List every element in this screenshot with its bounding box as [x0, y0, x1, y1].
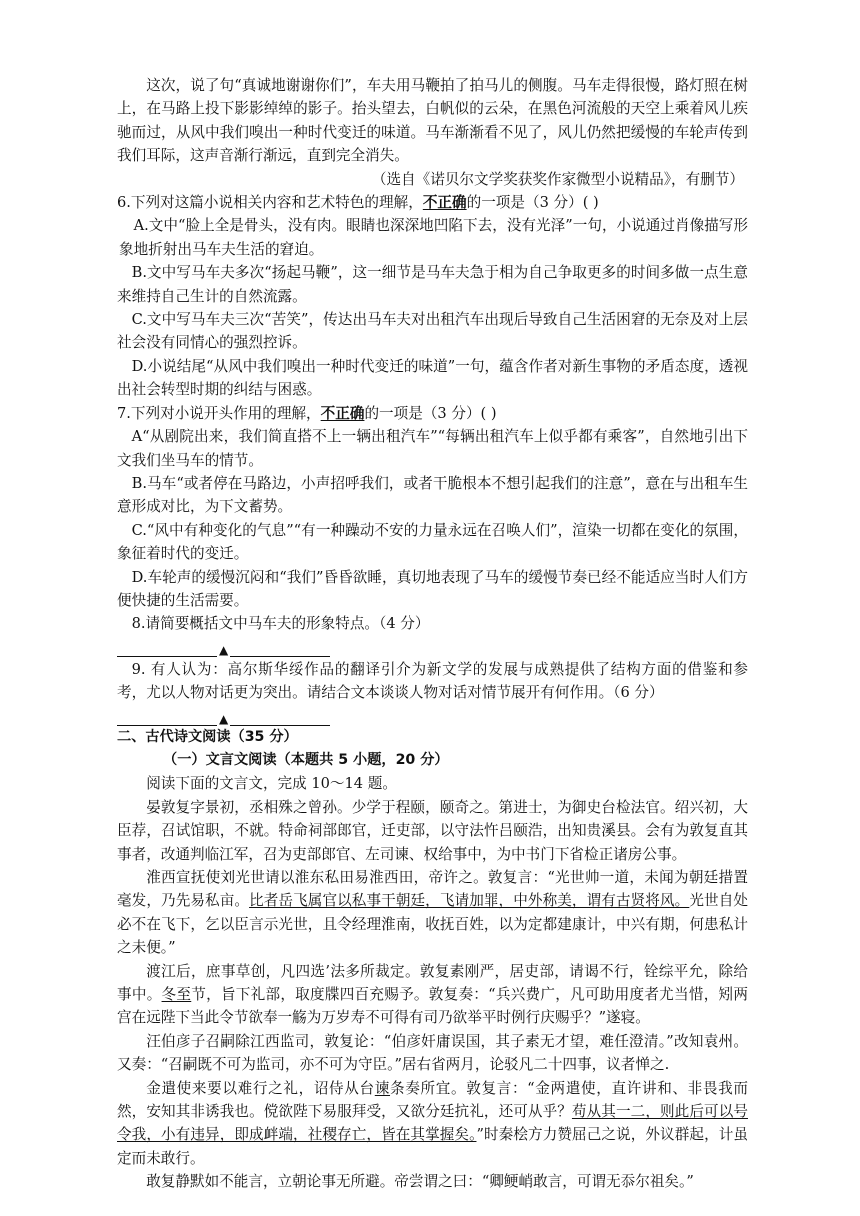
- q8-stem: 8.请简要概括文中马车夫的形象特点。（4 分）: [131, 615, 430, 633]
- q9-stem: 9. 有人认为：高尔斯华绥作品的翻译引介为新文学的发展与成熟提供了结构方面的借鉴和参考，尤以人物对话更为突出。请结合文本谈谈人物对话对情节展开有何作用。（6 分）: [117, 660, 748, 702]
- classical-paragraph: 敢复静默如不能言，立朝论事无所避。帝尝谓之曰：“卿鲠峭敢言，可谓无忝尔祖矣。”: [146, 1173, 694, 1191]
- classical-paragraph: 汪伯彦子召嗣除江西监司，敦复论：“伯彦奸庸误国，其子素无才望，难任澄清。”改知袁州。又奏：“召嗣既不可为监司，亦不可为守臣。”居右省两月，论驳凡二十四事，议者惮之.: [117, 1032, 748, 1074]
- q7-option-b: B.马车“或者停在马路边，小声招呼我们，或者干脆根本不想引起我们的注意”，意在与出租车生意形成对比，为下文蓄势。: [117, 474, 748, 516]
- underlined-sentence: 比者岳飞属官以私事干朝廷，飞请加罪，中外称美，谓有古贤将风。: [249, 892, 690, 910]
- subsection-title: （一）文言文阅读（本题共 5 小题，20 分）: [163, 751, 449, 768]
- classical-paragraph: 晏敦复字景初，丞相殊之曾孙。少学于程颐，颐奇之。第进士，为御史台检法官。绍兴初，大臣荐，召试馆职，不就。特命祠部郎官，迁吏部，以守法忤吕颐浩，出知贵溪县。会有为敦复直其事者，改通判临江军，召为吏部郎官、左司谏、权给事中，为中书门下省检正诸房公事。: [117, 798, 748, 863]
- classical-paragraph: 渡江后，庶事草创，凡四选’法多所裁定。敦复素刚严，居吏部，请谒不行，铨综平允，除给事中。冬至节，旨下礼部，取度牒四百充赐予。敦复奏：“兵兴费广，凡可助用度者尤当惜，矧两宫在远陛下当此令节欲奉一觞为万岁寿不可得有司乃欲举平时例行庆赐乎？”遂寝。: [117, 962, 748, 1027]
- classical-paragraph: 金遣使来要以难行之礼，诏侍从台谏条奏所宜。敦复言：“金两遣使，直许讲和、非畏我而然，安知其非诱我也。傥欲陛下易服拜受，又欲分廷抗礼，还可从乎？苟从其一二，则此后可以号令我，小有违异，即成衅端，社稷存亡，皆在其掌握矣。”时秦桧方力赞屈己之说，外议群起，计虽定而未敢行。: [117, 1079, 748, 1167]
- q7-keyword: 不正确: [320, 404, 365, 422]
- answer-mark: ▲: [219, 642, 229, 657]
- q7-option-c: C.“风中有种变化的气息”“有一种躁动不安的力量永远在召唤人们”，渲染一切都在变化的氛围，象征着时代的变迁。: [117, 521, 748, 563]
- section-title: 二、古代诗文阅读（35 分）: [117, 728, 298, 745]
- q6-stem: 6.下列对这篇小说相关内容和艺术特色的理解，不正确的一项是（3 分）( ): [117, 194, 599, 212]
- q7-option-a: A“从剧院出来，我们简直搭不上一辆出租汽车”“每辆出租汽车上似乎都有乘客”，自然地引出下文我们坐马车的情节。: [117, 428, 748, 469]
- q7-stem: 7.下列对小说开头作用的理解，不正确的一项是（3 分）( ): [117, 404, 497, 422]
- q6-option-b: B.文中写马车夫多次“扬起马鞭”，这一细节是马车夫急于相为自己争取更多的时间多做一点生意来维持自己生计的自然流露。: [117, 264, 748, 305]
- q6-option-d: D.小说结尾“从风中我们嗅出一种时代变迁的味道”一句，蕴含作者对新生事物的矛盾态度，透视出社会转型时期的纠结与困惑。: [117, 357, 748, 399]
- q9-answer-line: [117, 705, 748, 726]
- q8-answer-line: [117, 636, 748, 657]
- underlined-sentence: 苟从其一二，则此后可以号令我，小有违异，即成衅端，社稷存亡，皆在其掌握矣。: [117, 1103, 748, 1144]
- classical-paragraph: 淮西宣抚使刘光世请以淮东私田易淮西田，帝许之。敦复言：“光世帅一道，未闻为朝廷措置毫发，乃先易私亩。比者岳飞属官以私事干朝廷，飞请加罪，中外称美，谓有古贤将风。光世自处必不在飞下，乞以臣言示光世，且令经理淮南，收抚百姓，以为定都建康计，中兴有期，何患私计之未便。”: [117, 869, 748, 957]
- q6-option-c: C.文中写马车夫三次“苦笑”，传达出马车夫对出租汽车出现后导致自己生活困窘的无奈及对上层社会没有同情心的强烈控诉。: [117, 311, 748, 352]
- q6-keyword: 不正确: [422, 194, 467, 212]
- answer-mark: ▲: [219, 711, 229, 726]
- q7-option-d: D.车轮声的缓慢沉闷和“我们”昏昏欲睡，真切地表现了马车的缓慢节奏已经不能适应当时人们方便快捷的生活需要。: [117, 568, 748, 609]
- story-paragraph: 这次，说了句“真诚地谢谢你们”，车夫用马鞭拍了拍马儿的侧腹。马车走得很慢，路灯照在树上，在马路上投下影影绰绰的影子。抬头望去，白帆似的云朵，在黑色河流般的天空上乘着风儿疾驰而过，从风中我们嗅出一种时代变迁的味道。马车渐渐看不见了，风儿仍然把缓慢的车轮声传到我们耳际，这声音渐行渐远，直到完全消失。: [117, 77, 748, 165]
- reading-instruction: 阅读下面的文言文，完成 10～14 题。: [146, 775, 397, 793]
- underlined-word: 冬至: [161, 986, 192, 1004]
- q6-option-a: A.文中“脸上全是骨头，没有肉。眼睛也深深地凹陷下去，没有光泽”一句，小说通过肖像描写形象地折射出马车夫生活的窘迫。: [119, 217, 748, 258]
- story-source: （选自《诺贝尔文学奖获奖作家微型小说精品》，有删节）: [371, 170, 744, 188]
